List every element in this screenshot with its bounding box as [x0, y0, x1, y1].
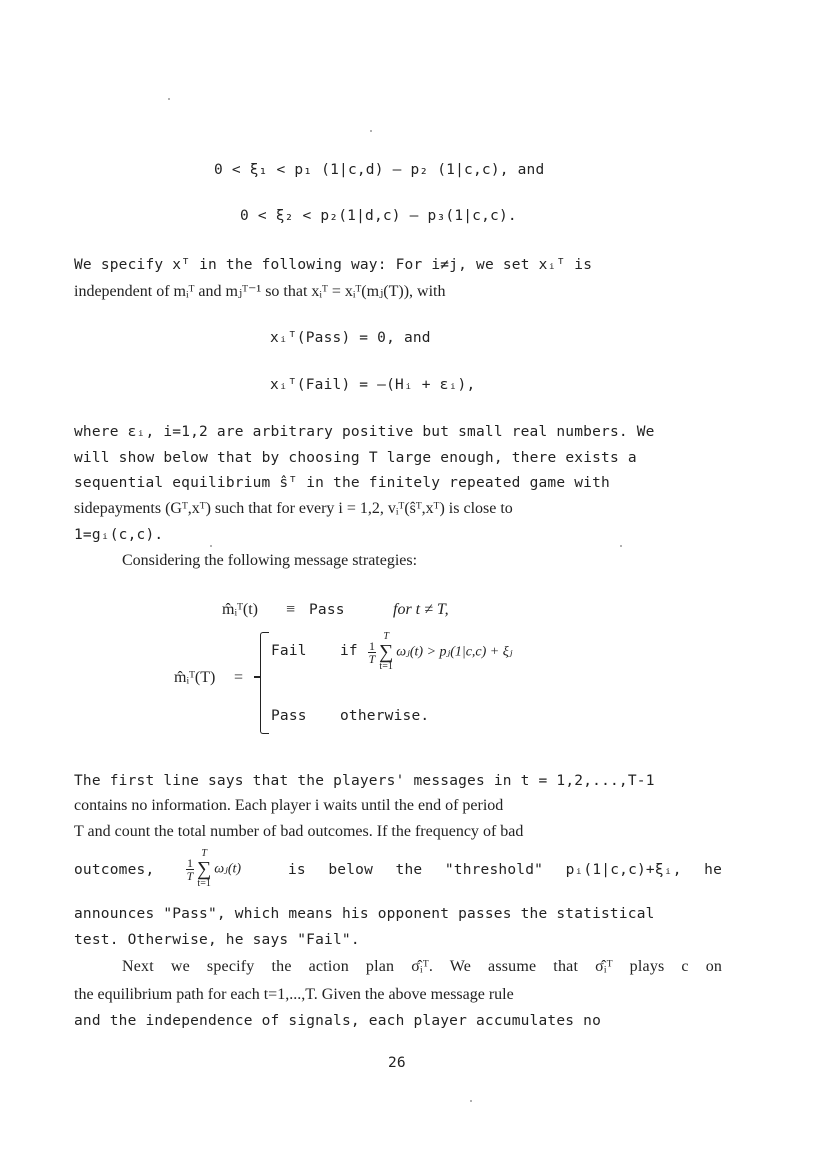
message-rule-otherwise: otherwise. — [340, 708, 430, 724]
word: If — [376, 823, 388, 840]
outcomes-summation — [197, 849, 211, 889]
word: t=1,...,T. — [263, 986, 318, 1003]
word: sequential — [74, 475, 164, 491]
word: following — [261, 257, 342, 273]
word: independence — [145, 1013, 253, 1029]
word: large — [386, 450, 432, 466]
outcomes-summation-lower: t=1 — [197, 878, 211, 889]
scan-speck — [168, 98, 170, 100]
word: end — [417, 797, 442, 814]
word: we — [476, 257, 494, 273]
word: the — [333, 475, 360, 491]
word: below — [328, 862, 374, 878]
word: pᵢ(1|c,c)+ξᵢ, — [565, 862, 682, 878]
summation-lower: t=1 — [379, 661, 393, 672]
word: where — [74, 424, 119, 440]
word: signals, — [288, 1013, 360, 1029]
word: "Pass", — [163, 906, 226, 922]
word: with — [574, 475, 610, 491]
word: of — [261, 1013, 280, 1029]
scan-speck — [470, 1100, 472, 1102]
word: line — [163, 773, 200, 789]
word: We — [636, 424, 655, 440]
word: will — [74, 450, 110, 466]
fraction-denominator: T — [368, 651, 376, 666]
word: total — [177, 823, 207, 840]
outcomes-summation-symbol: ∑ — [197, 858, 212, 880]
paragraph-where-line-5: 1=gᵢ(c,c). — [74, 527, 164, 543]
word: the — [364, 986, 385, 1003]
word: is — [448, 500, 460, 517]
paragraph-where-line-1 — [74, 424, 722, 440]
considering-line: Considering the following message strategies: — [122, 552, 418, 569]
word: (Gᵀ,xᵀ) — [165, 500, 211, 517]
word: frequency — [414, 823, 479, 840]
word: Each — [234, 797, 267, 814]
outcomes-omega: ωⱼ(t) — [214, 861, 242, 877]
word: that — [553, 958, 579, 975]
word: which — [234, 906, 280, 922]
message-rule-equiv: ≡ — [286, 601, 296, 618]
word: the — [225, 257, 253, 273]
word: says — [208, 773, 244, 789]
word: "threshold" — [444, 862, 544, 878]
word: the — [109, 1013, 137, 1029]
word: every — [298, 500, 335, 517]
word: player — [270, 797, 311, 814]
word: that — [248, 500, 273, 517]
word: show — [118, 450, 155, 466]
equation-fail: xᵢᵀ(Fail) = –(Hᵢ + εᵢ), — [270, 377, 476, 393]
word: number — [210, 823, 259, 840]
word: waits — [323, 797, 358, 814]
word: announces — [74, 906, 155, 922]
word: in — [493, 773, 512, 789]
word: each — [368, 1013, 405, 1029]
word: outcomes. — [307, 823, 373, 840]
word: no — [131, 797, 148, 814]
paragraph-where-line-2 — [74, 450, 722, 466]
word: σ̂ᵢᵀ. — [411, 958, 434, 975]
word: i — [314, 797, 320, 814]
word: specify — [100, 257, 164, 273]
word: means — [288, 906, 334, 922]
message-rule-condition-1: for t ≠ T, — [393, 601, 449, 618]
left-brace — [260, 632, 269, 734]
word: statistical — [556, 906, 655, 922]
word: each — [230, 986, 260, 1003]
word: the — [74, 986, 94, 1003]
fraction-one-over-t — [368, 640, 376, 665]
word: numbers. — [556, 424, 628, 440]
paragraph-specify-line-2: independent of mᵢᵀ and mⱼᵀ⁻¹ so that xᵢᵀ = xᵢᵀ(mⱼ(T)), with — [74, 283, 446, 300]
word: are — [216, 424, 244, 440]
word: the — [395, 862, 423, 878]
outcomes-average — [186, 849, 241, 889]
word: above — [388, 986, 427, 1003]
word: the — [271, 958, 292, 975]
word: to — [500, 500, 513, 517]
left-brace-tip — [254, 676, 261, 678]
word: i=1,2 — [163, 424, 208, 440]
word: that — [216, 450, 253, 466]
paragraph-where-line-4 — [74, 500, 722, 518]
word: assume — [488, 958, 537, 975]
scan-speck — [620, 545, 622, 547]
word: enough, — [440, 450, 503, 466]
word: Given — [321, 986, 361, 1003]
word: of — [445, 797, 459, 814]
word: exists — [565, 450, 619, 466]
word: in — [199, 257, 217, 273]
word: real — [511, 424, 548, 440]
page-number: 26 — [388, 1055, 406, 1071]
word: choosing — [288, 450, 360, 466]
word: The — [74, 773, 101, 789]
word: positive — [341, 424, 414, 440]
word: We — [74, 257, 92, 273]
paragraph-first-line-3 — [74, 823, 722, 841]
word: until — [361, 797, 391, 814]
outcomes-fraction — [186, 857, 194, 882]
word: 1,2,...,T-1 — [556, 773, 655, 789]
scan-speck — [370, 130, 372, 132]
outcomes-word: outcomes, — [74, 862, 155, 878]
word: = — [538, 773, 548, 789]
paragraph-specify-line-1 — [74, 257, 722, 273]
word: rule — [488, 986, 514, 1003]
outcomes-fraction-denominator: T — [186, 868, 194, 883]
word: sidepayments — [74, 500, 162, 517]
word: passes — [458, 906, 512, 922]
paragraph-next-line-3 — [74, 1013, 722, 1029]
word: accumulates — [475, 1013, 575, 1029]
word: plan — [365, 958, 395, 975]
word: contains — [74, 797, 128, 814]
scan-speck — [210, 545, 212, 547]
word: the — [154, 823, 174, 840]
summation — [379, 632, 393, 672]
inequality-xi1: 0 < ξ₁ < p₁ (1|c,d) – p₂ (1|c,c), and — [214, 162, 545, 178]
message-rule-fail: Fail — [271, 643, 307, 659]
word: players' — [333, 773, 405, 789]
word: specify — [206, 958, 255, 975]
word: is — [288, 862, 306, 878]
word: εᵢ, — [127, 424, 155, 440]
paragraph-where-line-3 — [74, 475, 722, 491]
paragraph-next-line-1 — [122, 958, 722, 976]
word: We — [449, 958, 472, 975]
word: equilibrium — [97, 986, 173, 1003]
word: is — [574, 257, 593, 273]
word: i — [338, 500, 343, 517]
word: we — [170, 958, 190, 975]
word: message — [430, 986, 485, 1003]
word: the — [391, 823, 411, 840]
summation-upper: T — [383, 631, 389, 642]
message-rule-threshold-condition: ωⱼ(t) > pⱼ(1|c,c) + ξⱼ — [396, 644, 513, 660]
word: the — [297, 773, 325, 789]
word: xᵀ — [172, 257, 191, 273]
word: of — [482, 823, 497, 840]
word: and — [87, 823, 111, 840]
inequality-xi2: 0 < ξ₂ < p₂(1|d,c) – p₃(1|c,c). — [240, 208, 517, 224]
word: the — [394, 797, 414, 814]
word: bad — [280, 823, 304, 840]
message-rule-lhs-1: m̂ᵢᵀ(t) — [222, 601, 258, 618]
word: i≠j, — [431, 257, 468, 273]
word: for — [207, 986, 227, 1003]
word: for — [276, 500, 295, 517]
word: bad — [500, 823, 524, 840]
word: repeated — [449, 475, 521, 491]
word: messages — [413, 773, 485, 789]
word: c — [681, 958, 689, 975]
outcomes-fraction-numerator: 1 — [187, 855, 193, 870]
outcomes-summation-upper: T — [201, 848, 207, 859]
word: σ̂ᵢᵀ — [595, 958, 613, 975]
message-rule-average — [368, 632, 512, 672]
word: set — [502, 257, 530, 273]
word: opponent — [377, 906, 450, 922]
message-rule-lhs-2: m̂ᵢᵀ(T) — [174, 669, 216, 686]
word: Next — [122, 958, 154, 975]
message-rule-if: if — [340, 643, 358, 659]
word: small — [458, 424, 503, 440]
word: ŝᵀ — [279, 475, 298, 491]
word: he — [704, 862, 723, 878]
word: his — [341, 906, 369, 922]
word: action — [308, 958, 349, 975]
word: such — [214, 500, 245, 517]
paragraph-first-line-1 — [74, 773, 722, 789]
word: path — [176, 986, 204, 1003]
word: below — [163, 450, 208, 466]
message-rule-equals: = — [234, 669, 244, 686]
word: there — [511, 450, 557, 466]
message-rule-pass-2: Pass — [271, 708, 307, 724]
word: in — [306, 475, 325, 491]
word: by — [261, 450, 280, 466]
word: first — [109, 773, 155, 789]
message-rule-pass-1: Pass — [309, 602, 345, 618]
word: = — [346, 500, 356, 517]
word: way: — [350, 257, 387, 273]
word: equilibrium — [172, 475, 271, 491]
word: that — [252, 773, 289, 789]
word: plays — [629, 958, 665, 975]
word: the — [520, 906, 548, 922]
word: of — [263, 823, 277, 840]
equation-pass: xᵢᵀ(Pass) = 0, and — [270, 330, 431, 346]
word: For — [395, 257, 423, 273]
word: period — [462, 797, 504, 814]
word: but — [422, 424, 450, 440]
word: close — [463, 500, 497, 517]
summation-symbol: ∑ — [379, 641, 394, 663]
word: no — [583, 1013, 602, 1029]
word: count — [114, 823, 151, 840]
word: game — [529, 475, 566, 491]
paragraph-next-line-2 — [74, 986, 722, 1004]
word: a — [627, 450, 637, 466]
paragraph-announces-line-1 — [74, 906, 722, 922]
paragraph-announces-line-2: test. Otherwise, he says "Fail". — [74, 932, 360, 948]
paragraph-first-line-2 — [74, 797, 722, 815]
word: T — [368, 450, 378, 466]
outcomes-rest — [288, 862, 722, 878]
word: t — [520, 773, 530, 789]
fraction-numerator: 1 — [369, 638, 375, 653]
word: 1,2, — [359, 500, 384, 517]
word: T — [74, 823, 84, 840]
word: player — [413, 1013, 468, 1029]
word: information. — [151, 797, 231, 814]
word: vᵢᵀ(ŝᵀ,xᵀ) — [387, 500, 445, 517]
word: xᵢᵀ — [538, 257, 566, 273]
word: arbitrary — [252, 424, 334, 440]
word: finitely — [368, 475, 441, 491]
word: and — [74, 1013, 101, 1029]
word: on — [705, 958, 723, 975]
